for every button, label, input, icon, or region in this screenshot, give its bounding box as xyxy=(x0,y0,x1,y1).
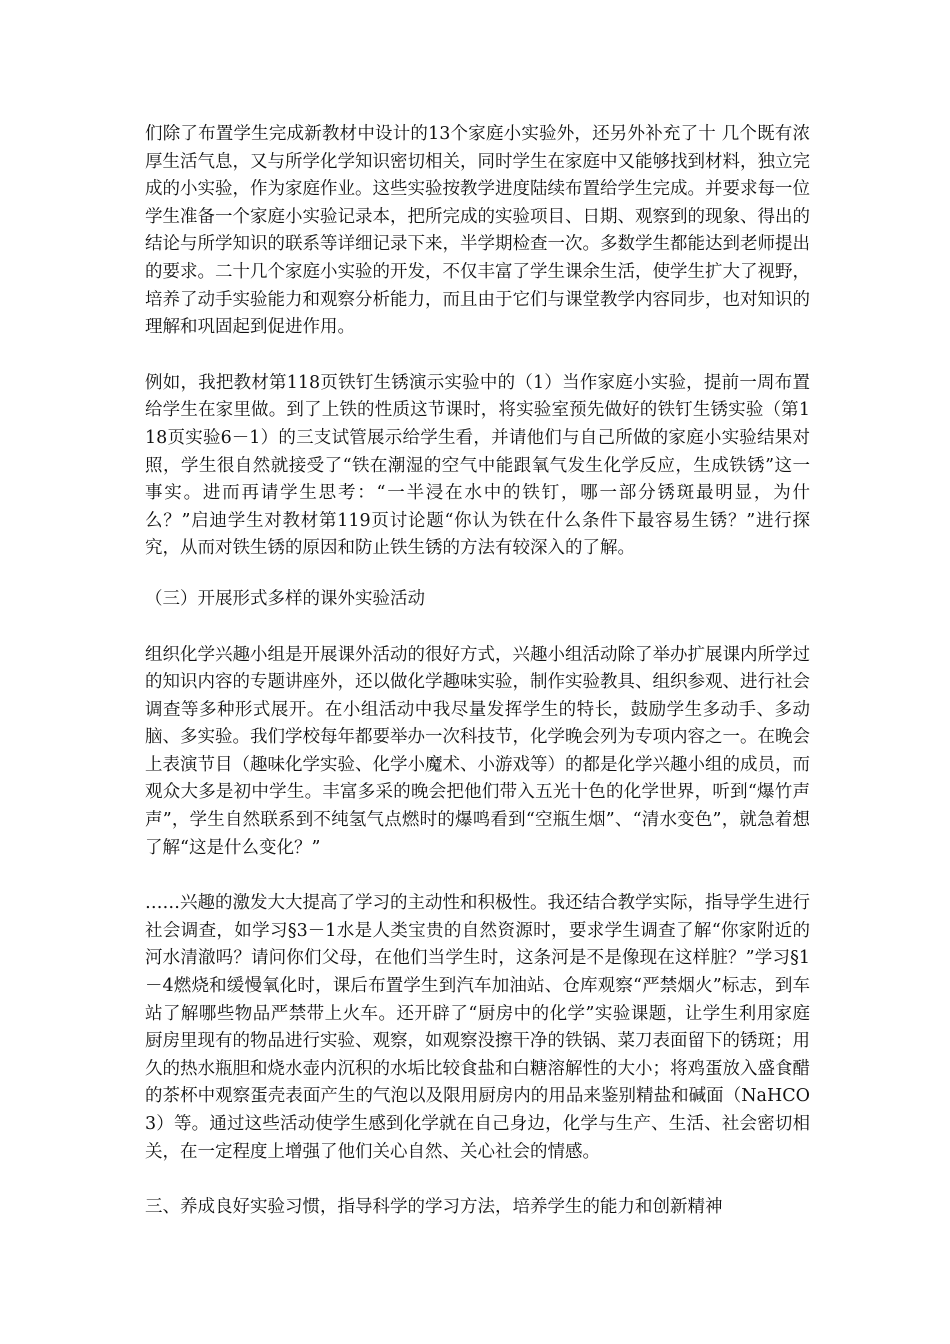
paragraph-social-survey: ……兴趣的激发大大提高了学习的主动性和积极性。我还结合教学实际，指导学生进行社会调查，如学习§3－1水是人类宝贵的自然资源时，要求学生调查了解“你家附近的河水清澈吗？请问你们父母，在他们当学生时，这条河是不是像现在这样脏？”学习§1－4燃烧和缓慢氧化时，课后布置学生到汽车加油站、仓库观察“严禁烟火”标志，到车站了解哪些物品严禁带上火车。还开辟了“厨房中的化学”实验课题，让学生利用家庭厨房里现有的物品进行实验、观察，如观察没擦干净的铁锅、菜刀表面留下的锈斑；用久的热水瓶胆和烧水壶内沉积的水垢比较食盐和白糖溶解性的大小；将鸡蛋放入盛食醋的茶杯中观察蛋壳表面产生的气泡以及限用厨房内的用品来鉴别精盐和碱面（NaHCO3）等。通过这些活动使学生感到化学就在自己身边，化学与生产、生活、社会密切相关，在一定程度上增强了他们关心自然、关心社会的情感。 xyxy=(145,893,810,1162)
paragraph-family-experiments: 们除了布置学生完成新教材中设计的13个家庭小实验外，还另外补充了十 几个既有浓厚生活气息，又与所学化学知识密切相关，同时学生在家庭中又能够找到材料，独立完成的小实验，作为家庭作业。这些实验按教学进度陆续布置给学生完成。并要求每一位学生准备一个家庭小实验记录本，把所完成的实验项目、日期、观察到的现象、得出的结论与所学知识的联系等详细记录下来，半学期检查一次。多数学生都能达到老师提出的要求。二十几个家庭小实验的开发，不仅丰富了学生课余生活，使学生扩大了视野，培养了动手实验能力和观察分析能力，而且由于它们与课堂教学内容同步，也对知识的理解和巩固起到促进作用。 xyxy=(145,124,810,338)
section-heading-habits: 三、养成良好实验习惯，指导科学的学习方法，培养学生的能力和创新精神 xyxy=(145,1197,723,1218)
paragraph-interest-group: 组织化学兴趣小组是开展课外活动的很好方式，兴趣小组活动除了举办扩展课内所学过的知识内容的专题讲座外，还以做化学趣味实验，制作实验教具、组织参观、进行社会调查等多种形式展开。在小组活动中我尽量发挥学生的特长，鼓励学生多动手、多动脑、多实验。我们学校每年都要举办一次科技节，化学晚会列为专项内容之一。在晚会上表演节目（趣味化学实验、化学小魔术、小游戏等）的都是化学兴趣小组的成员，而观众大多是初中学生。丰富多采的晚会把他们带入五光十色的化学世界，听到“爆竹声声”，学生自然联系到不纯氢气点燃时的爆鸣看到“空瓶生烟”、“清水变色”，就急着想了解“这是什么变化？” xyxy=(145,644,810,858)
document-page xyxy=(145,121,810,1250)
section-heading-extracurricular: （三）开展形式多样的课外实验活动 xyxy=(145,588,425,609)
paragraph-iron-rust-example: 例如，我把教材第118页铁钉生锈演示实验中的（1）当作家庭小实验，提前一周布置给学生在家里做。到了上铁的性质这节课时，将实验室预先做好的铁钉生锈实验（第118页实验6－1）的三支试管展示给学生看，并请他们与自己所做的家庭小实验结果对照，学生很自然就接受了“铁在潮湿的空气中能跟氧气发生化学反应，生成铁锈”这一事实。进而再请学生思考：“一半浸在水中的铁钉，哪一部分锈斑最明显，为什么？”启迪学生对教材第119页讨论题“你认为铁在什么条件下最容易生锈？”进行探究，从而对铁生锈的原因和防止铁生锈的方法有较深入的了解。 xyxy=(145,372,810,559)
